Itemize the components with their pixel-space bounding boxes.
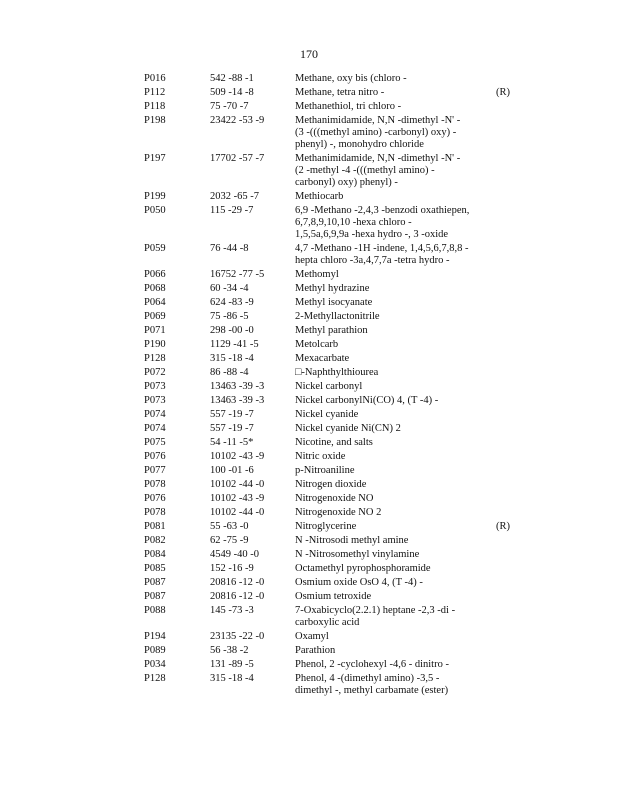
- waste-code: P076: [144, 493, 166, 504]
- substance-name: Nickel carbonyl: [295, 381, 363, 392]
- cas-number: 2032 -65 -7: [210, 191, 259, 202]
- waste-code: P199: [144, 191, 166, 202]
- hazardous-substance-table: [144, 73, 524, 699]
- waste-code: P190: [144, 339, 166, 350]
- table-row: [144, 605, 524, 631]
- cas-number: 315 -18 -4: [210, 353, 254, 364]
- table-row: [144, 283, 524, 297]
- waste-code: P069: [144, 311, 166, 322]
- table-row: [144, 243, 524, 269]
- waste-code: P112: [144, 87, 166, 98]
- cas-number: 152 -16 -9: [210, 563, 254, 574]
- table-row: [144, 535, 524, 549]
- cas-number: 20816 -12 -0: [210, 577, 265, 588]
- substance-name: Nickel cyanide Ni(CN) 2: [295, 423, 401, 434]
- cas-number: 557 -19 -7: [210, 409, 254, 420]
- substance-name: Methane, oxy bis (chloro -: [295, 73, 407, 84]
- cas-number: 86 -88 -4: [210, 367, 249, 378]
- substance-name: Mexacarbate: [295, 353, 350, 364]
- cas-number: 20816 -12 -0: [210, 591, 265, 602]
- table-row: [144, 549, 524, 563]
- substance-name: 7-Oxabicyclo(2.2.1) heptane -2,3 -di - carboxylic acid: [295, 605, 456, 628]
- table-row: [144, 381, 524, 395]
- table-row: [144, 645, 524, 659]
- waste-code: P074: [144, 409, 166, 420]
- waste-code: P016: [144, 73, 166, 84]
- cas-number: 10102 -44 -0: [210, 507, 265, 518]
- table-row: [144, 659, 524, 673]
- substance-name: N -Nitrosomethyl vinylamine: [295, 549, 420, 560]
- waste-code: P074: [144, 423, 166, 434]
- table-row: [144, 367, 524, 381]
- cas-number: 76 -44 -8: [210, 243, 249, 254]
- substance-name: 2-Methyllactonitrile: [295, 311, 380, 322]
- table-row: [144, 153, 524, 191]
- table-row: [144, 437, 524, 451]
- cas-number: 75 -86 -5: [210, 311, 249, 322]
- waste-code: P194: [144, 631, 166, 642]
- cas-number: 298 -00 -0: [210, 325, 254, 336]
- waste-code: P087: [144, 577, 166, 588]
- waste-code: P072: [144, 367, 166, 378]
- substance-name: p-Nitroaniline: [295, 465, 355, 476]
- cas-number: 16752 -77 -5: [210, 269, 265, 280]
- cas-number: 17702 -57 -7: [210, 153, 265, 164]
- substance-name: Osmium tetroxide: [295, 591, 372, 602]
- page-number: 170: [300, 47, 318, 61]
- waste-code: P068: [144, 283, 166, 294]
- substance-name: Phenol, 2 -cyclohexyl -4,6 - dinitro -: [295, 659, 449, 670]
- waste-code: P085: [144, 563, 166, 574]
- waste-code: P034: [144, 659, 166, 670]
- substance-name: Nitroglycerine: [295, 521, 357, 532]
- substance-name: Nickel cyanide: [295, 409, 359, 420]
- waste-code: P088: [144, 605, 166, 616]
- reactivity-flag: (R): [496, 521, 510, 532]
- table-row: [144, 339, 524, 353]
- cas-number: 60 -34 -4: [210, 283, 249, 294]
- waste-code: P059: [144, 243, 166, 254]
- substance-name: Nitrogenoxide NO: [295, 493, 374, 504]
- waste-code: P073: [144, 395, 166, 406]
- substance-name: Methyl isocyanate: [295, 297, 373, 308]
- cas-number: 509 -14 -8: [210, 87, 254, 98]
- waste-code: P128: [144, 353, 166, 364]
- cas-number: 23422 -53 -9: [210, 115, 265, 126]
- cas-number: 145 -73 -3: [210, 605, 254, 616]
- substance-name: Osmium oxide OsO 4, (T -4) -: [295, 577, 423, 588]
- cas-number: 10102 -44 -0: [210, 479, 265, 490]
- cas-number: 4549 -40 -0: [210, 549, 259, 560]
- substance-name: Nitric oxide: [295, 451, 346, 462]
- cas-number: 55 -63 -0: [210, 521, 249, 532]
- table-row: [144, 395, 524, 409]
- waste-code: P118: [144, 101, 166, 112]
- table-row: [144, 73, 524, 87]
- waste-code: P089: [144, 645, 166, 656]
- waste-code: P128: [144, 673, 166, 684]
- table-row: [144, 673, 524, 699]
- table-row: [144, 409, 524, 423]
- cas-number: 56 -38 -2: [210, 645, 249, 656]
- waste-code: P075: [144, 437, 166, 448]
- table-row: [144, 451, 524, 465]
- cas-number: 54 -11 -5*: [210, 437, 254, 448]
- table-row: [144, 507, 524, 521]
- table-row: [144, 269, 524, 283]
- table-row: [144, 465, 524, 479]
- substance-name: 4,7 -Methano -1H -indene, 1,4,5,6,7,8,8 - hepta chloro -3a,4,7,7a -tetra hydro -: [295, 243, 469, 266]
- substance-name: Metolcarb: [295, 339, 339, 350]
- substance-name: Methanethiol, tri chloro -: [295, 101, 402, 112]
- cas-number: 115 -29 -7: [210, 205, 254, 216]
- substance-name: Oxamyl: [295, 631, 329, 642]
- waste-code: P078: [144, 479, 166, 490]
- waste-code: P198: [144, 115, 166, 126]
- substance-name: Phenol, 4 -(dimethyl amino) -3,5 - dimethyl -, methyl carbamate (ester): [295, 673, 449, 696]
- waste-code: P081: [144, 521, 166, 532]
- table-row: [144, 311, 524, 325]
- table-row: [144, 353, 524, 367]
- cas-number: 23135 -22 -0: [210, 631, 265, 642]
- table-row: [144, 191, 524, 205]
- substance-name: Parathion: [295, 645, 336, 656]
- substance-name: Nicotine, and salts: [295, 437, 373, 448]
- table-row: [144, 521, 524, 535]
- waste-code: P050: [144, 205, 166, 216]
- waste-code: P073: [144, 381, 166, 392]
- table-row: [144, 631, 524, 645]
- substance-name: □-Naphthylthiourea: [295, 367, 379, 378]
- cas-number: 131 -89 -5: [210, 659, 254, 670]
- cas-number: 542 -88 -1: [210, 73, 254, 84]
- cas-number: 62 -75 -9: [210, 535, 249, 546]
- waste-code: P197: [144, 153, 166, 164]
- table-row: [144, 325, 524, 339]
- waste-code: P071: [144, 325, 166, 336]
- reactivity-flag: (R): [496, 87, 510, 98]
- cas-number: 10102 -43 -9: [210, 493, 265, 504]
- table-row: [144, 205, 524, 243]
- table-row: [144, 591, 524, 605]
- cas-number: 13463 -39 -3: [210, 381, 265, 392]
- substance-name: Nickel carbonylNi(CO) 4, (T -4) -: [295, 395, 439, 406]
- table-row: [144, 101, 524, 115]
- cas-number: 1129 -41 -5: [210, 339, 259, 350]
- cas-number: 13463 -39 -3: [210, 395, 265, 406]
- waste-code: P084: [144, 549, 166, 560]
- table-row: [144, 479, 524, 493]
- table-row: [144, 115, 524, 153]
- substance-name: 6,9 -Methano -2,4,3 -benzodi oxathiepen, 6,7,8,9,10,10 -hexa chloro - 1,5,5a,6,9,9a -hexa hydro -, 3 -oxide: [295, 205, 470, 240]
- cas-number: 10102 -43 -9: [210, 451, 265, 462]
- waste-code: P076: [144, 451, 166, 462]
- substance-name: N -Nitrosodi methyl amine: [295, 535, 409, 546]
- table-row: [144, 423, 524, 437]
- substance-name: Methyl parathion: [295, 325, 368, 336]
- substance-name: Methanimidamide, N,N -dimethyl -N' - (3 -(((methyl amino) -carbonyl) oxy) - phenyl) -, monohydro chloride: [295, 115, 461, 150]
- waste-code: P066: [144, 269, 166, 280]
- waste-code: P064: [144, 297, 166, 308]
- table-row: [144, 297, 524, 311]
- waste-code: P077: [144, 465, 166, 476]
- waste-code: P078: [144, 507, 166, 518]
- substance-name: Methiocarb: [295, 191, 344, 202]
- substance-name: Methomyl: [295, 269, 339, 280]
- cas-number: 315 -18 -4: [210, 673, 254, 684]
- cas-number: 557 -19 -7: [210, 423, 254, 434]
- substance-name: Methanimidamide, N,N -dimethyl -N' - (2 -methyl -4 -(((methyl amino) - carbonyl) oxy) phenyl) -: [295, 153, 461, 188]
- table-row: [144, 87, 524, 101]
- cas-number: 100 -01 -6: [210, 465, 254, 476]
- cas-number: 624 -83 -9: [210, 297, 254, 308]
- table-row: [144, 577, 524, 591]
- table-row: [144, 563, 524, 577]
- waste-code: P082: [144, 535, 166, 546]
- waste-code: P087: [144, 591, 166, 602]
- table-row: [144, 493, 524, 507]
- substance-name: Nitrogen dioxide: [295, 479, 367, 490]
- substance-name: Octamethyl pyrophosphoramide: [295, 563, 431, 574]
- substance-name: Methyl hydrazine: [295, 283, 370, 294]
- substance-name: Methane, tetra nitro -: [295, 87, 385, 98]
- substance-name: Nitrogenoxide NO 2: [295, 507, 382, 518]
- cas-number: 75 -70 -7: [210, 101, 249, 112]
